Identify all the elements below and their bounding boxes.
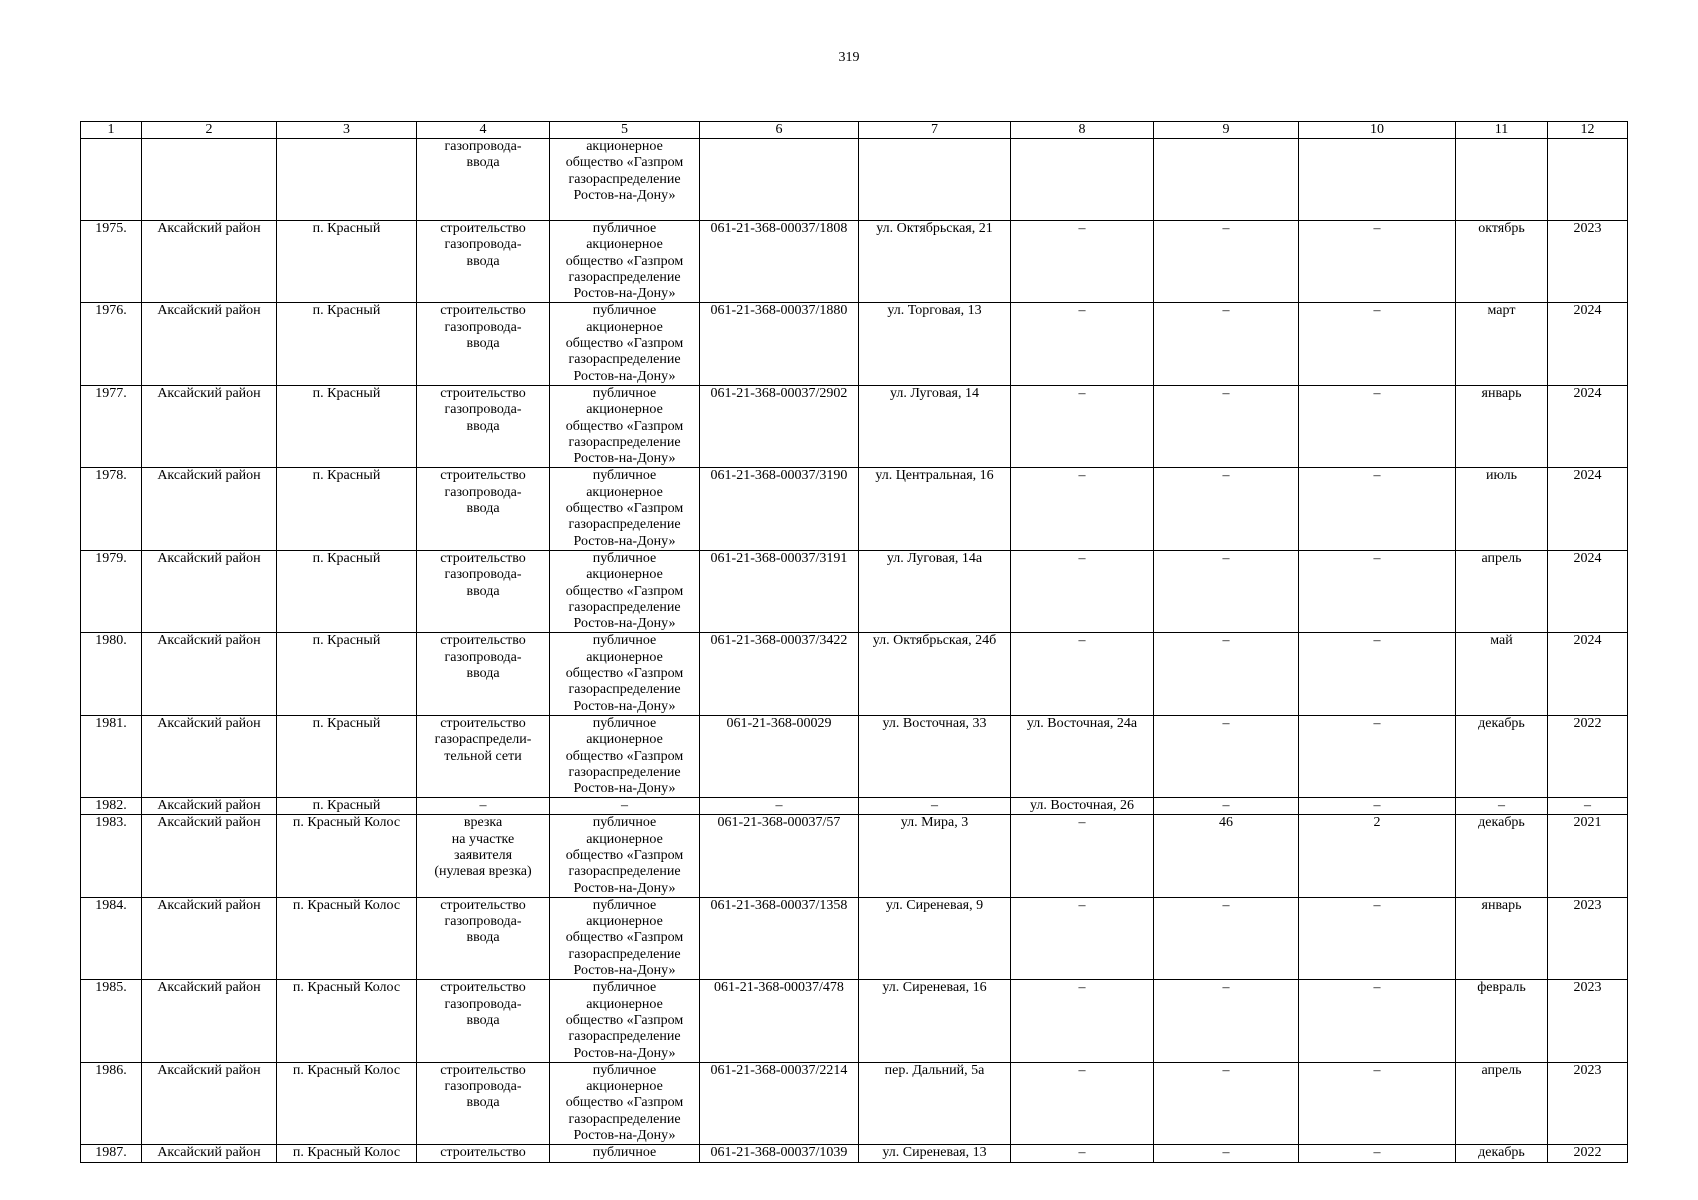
cell-address: ул. Луговая, 14 (859, 385, 1011, 467)
cell-district: Аксайский район (142, 303, 277, 385)
cell-row-number: 1978. (81, 468, 142, 550)
cell-settlement: п. Красный Колос (277, 897, 417, 979)
column-header: 4 (417, 122, 550, 139)
table-row (81, 715, 1628, 797)
cell-row-number: 1987. (81, 1145, 142, 1163)
cell-address: ул. Сиреневая, 16 (859, 980, 1011, 1062)
table-body (81, 122, 1628, 1163)
cell-row-number: 1979. (81, 550, 142, 632)
cell-row-number: 1977. (81, 385, 142, 467)
cell-row-number: 1983. (81, 815, 142, 897)
cell-address: ул. Октябрьская, 24б (859, 633, 1011, 715)
cell-month: январь (1456, 385, 1548, 467)
cell-address-2: – (1011, 468, 1154, 550)
table-row (81, 815, 1628, 897)
cell-work-type: строительство газопровода- ввода (417, 468, 550, 550)
cell-address-2: ул. Восточная, 24а (1011, 715, 1154, 797)
cell-district: Аксайский район (142, 815, 277, 897)
cell-registration-number: 061-21-368-00037/1039 (700, 1145, 859, 1163)
cell-address-2: – (1011, 897, 1154, 979)
cell-year: 2024 (1548, 468, 1628, 550)
cell-registration-number (700, 139, 859, 221)
cell-address: – (859, 798, 1011, 815)
cell-value-9: – (1154, 385, 1299, 467)
cell-settlement: п. Красный Колос (277, 815, 417, 897)
cell-year: 2023 (1548, 980, 1628, 1062)
table-row (81, 980, 1628, 1062)
cell-month: октябрь (1456, 221, 1548, 303)
cell-address: ул. Луговая, 14а (859, 550, 1011, 632)
cell-month: февраль (1456, 980, 1548, 1062)
cell-value-10: – (1299, 1062, 1456, 1144)
cell-address-2 (1011, 139, 1154, 221)
cell-organization: публичное акционерное общество «Газпром газораспределение Ростов-на-Дону» (550, 815, 700, 897)
cell-value-9: – (1154, 798, 1299, 815)
cell-address: ул. Октябрьская, 21 (859, 221, 1011, 303)
cell-year: 2022 (1548, 1145, 1628, 1163)
cell-address: ул. Сиреневая, 13 (859, 1145, 1011, 1163)
cell-month: декабрь (1456, 815, 1548, 897)
table-row (81, 468, 1628, 550)
cell-organization: – (550, 798, 700, 815)
cell-district (142, 139, 277, 221)
cell-year: 2024 (1548, 550, 1628, 632)
cell-month: март (1456, 303, 1548, 385)
column-number-row (81, 122, 1628, 139)
cell-month: – (1456, 798, 1548, 815)
cell-value-9: – (1154, 715, 1299, 797)
cell-value-9: – (1154, 550, 1299, 632)
column-header: 6 (700, 122, 859, 139)
table-row (81, 303, 1628, 385)
column-header: 8 (1011, 122, 1154, 139)
cell-organization: публичное акционерное общество «Газпром газораспределение Ростов-на-Дону» (550, 897, 700, 979)
column-header: 7 (859, 122, 1011, 139)
cell-value-9: 46 (1154, 815, 1299, 897)
cell-value-9: – (1154, 633, 1299, 715)
cell-work-type: – (417, 798, 550, 815)
table-row (81, 1062, 1628, 1144)
cell-month: декабрь (1456, 1145, 1548, 1163)
cell-organization: акционерное общество «Газпром газораспределение Ростов-на-Дону» (550, 139, 700, 221)
cell-organization: публичное акционерное общество «Газпром газораспределение Ростов-на-Дону» (550, 1062, 700, 1144)
cell-year: 2024 (1548, 303, 1628, 385)
cell-registration-number: 061-21-368-00037/2214 (700, 1062, 859, 1144)
cell-value-9: – (1154, 468, 1299, 550)
cell-value-10: – (1299, 798, 1456, 815)
cell-district: Аксайский район (142, 1062, 277, 1144)
cell-registration-number: 061-21-368-00037/1358 (700, 897, 859, 979)
cell-registration-number: 061-21-368-00037/3422 (700, 633, 859, 715)
cell-address: ул. Торговая, 13 (859, 303, 1011, 385)
cell-value-9 (1154, 139, 1299, 221)
cell-address-2: – (1011, 1145, 1154, 1163)
cell-registration-number: 061-21-368-00037/478 (700, 980, 859, 1062)
cell-year: 2024 (1548, 385, 1628, 467)
table-row (81, 897, 1628, 979)
cell-month: декабрь (1456, 715, 1548, 797)
cell-value-9: – (1154, 980, 1299, 1062)
cell-year: 2021 (1548, 815, 1628, 897)
cell-year: 2024 (1548, 633, 1628, 715)
cell-organization: публичное акционерное общество «Газпром газораспределение Ростов-на-Дону» (550, 385, 700, 467)
cell-address: пер. Дальний, 5а (859, 1062, 1011, 1144)
cell-month: май (1456, 633, 1548, 715)
cell-organization: публичное акционерное общество «Газпром газораспределение Ростов-на-Дону» (550, 221, 700, 303)
cell-address: ул. Центральная, 16 (859, 468, 1011, 550)
cell-year: 2023 (1548, 1062, 1628, 1144)
cell-registration-number: 061-21-368-00037/1808 (700, 221, 859, 303)
cell-value-10: – (1299, 385, 1456, 467)
cell-row-number (81, 139, 142, 221)
cell-value-10: – (1299, 303, 1456, 385)
cell-address: ул. Восточная, 33 (859, 715, 1011, 797)
cell-address-2: – (1011, 633, 1154, 715)
cell-year: 2023 (1548, 897, 1628, 979)
column-header: 9 (1154, 122, 1299, 139)
cell-value-10 (1299, 139, 1456, 221)
cell-month: апрель (1456, 1062, 1548, 1144)
column-header: 1 (81, 122, 142, 139)
cell-address-2: – (1011, 1062, 1154, 1144)
table-row (81, 1145, 1628, 1163)
column-header: 12 (1548, 122, 1628, 139)
cell-settlement: п. Красный (277, 221, 417, 303)
cell-settlement: п. Красный Колос (277, 1145, 417, 1163)
cell-year (1548, 139, 1628, 221)
cell-settlement: п. Красный (277, 385, 417, 467)
cell-organization: публичное акционерное общество «Газпром газораспределение Ростов-на-Дону» (550, 715, 700, 797)
cell-district: Аксайский район (142, 633, 277, 715)
cell-row-number: 1984. (81, 897, 142, 979)
cell-district: Аксайский район (142, 715, 277, 797)
cell-value-10: – (1299, 715, 1456, 797)
cell-row-number: 1981. (81, 715, 142, 797)
column-header: 5 (550, 122, 700, 139)
cell-value-10: – (1299, 633, 1456, 715)
cell-settlement: п. Красный Колос (277, 1062, 417, 1144)
cell-settlement: п. Красный Колос (277, 980, 417, 1062)
cell-address-2: – (1011, 221, 1154, 303)
cell-settlement (277, 139, 417, 221)
cell-address-2: ул. Восточная, 26 (1011, 798, 1154, 815)
cell-month: июль (1456, 468, 1548, 550)
cell-year: 2022 (1548, 715, 1628, 797)
cell-settlement: п. Красный (277, 550, 417, 632)
cell-address (859, 139, 1011, 221)
cell-district: Аксайский район (142, 897, 277, 979)
cell-district: Аксайский район (142, 468, 277, 550)
cell-organization: публичное акционерное общество «Газпром газораспределение Ростов-на-Дону» (550, 303, 700, 385)
cell-district: Аксайский район (142, 798, 277, 815)
cell-value-10: – (1299, 1145, 1456, 1163)
cell-work-type: строительство (417, 1145, 550, 1163)
cell-address: ул. Сиреневая, 9 (859, 897, 1011, 979)
cell-settlement: п. Красный (277, 798, 417, 815)
cell-value-10: – (1299, 897, 1456, 979)
cell-work-type: строительство газопровода- ввода (417, 385, 550, 467)
cell-address-2: – (1011, 550, 1154, 632)
cell-district: Аксайский район (142, 1145, 277, 1163)
table-row (81, 798, 1628, 815)
column-header: 11 (1456, 122, 1548, 139)
cell-work-type: строительство газопровода- ввода (417, 303, 550, 385)
cell-row-number: 1976. (81, 303, 142, 385)
cell-row-number: 1975. (81, 221, 142, 303)
cell-address-2: – (1011, 815, 1154, 897)
cell-year: – (1548, 798, 1628, 815)
cell-year: 2023 (1548, 221, 1628, 303)
page-number: 319 (838, 50, 860, 65)
table-row (81, 139, 1628, 221)
cell-district: Аксайский район (142, 221, 277, 303)
cell-settlement: п. Красный (277, 468, 417, 550)
cell-address: ул. Мира, 3 (859, 815, 1011, 897)
cell-registration-number: 061-21-368-00037/57 (700, 815, 859, 897)
cell-row-number: 1986. (81, 1062, 142, 1144)
table-row (81, 550, 1628, 632)
cell-value-10: – (1299, 468, 1456, 550)
cell-settlement: п. Красный (277, 303, 417, 385)
cell-month: апрель (1456, 550, 1548, 632)
cell-month: январь (1456, 897, 1548, 979)
cell-value-10: – (1299, 980, 1456, 1062)
cell-work-type: строительство газораспредели- тельной сети (417, 715, 550, 797)
cell-value-9: – (1154, 303, 1299, 385)
cell-work-type: строительство газопровода- ввода (417, 550, 550, 632)
cell-work-type: врезка на участке заявителя (нулевая врезка) (417, 815, 550, 897)
cell-district: Аксайский район (142, 550, 277, 632)
column-header: 3 (277, 122, 417, 139)
table-row (81, 385, 1628, 467)
cell-row-number: 1982. (81, 798, 142, 815)
cell-row-number: 1985. (81, 980, 142, 1062)
cell-value-9: – (1154, 897, 1299, 979)
cell-value-9: – (1154, 1062, 1299, 1144)
cell-district: Аксайский район (142, 980, 277, 1062)
cell-work-type: строительство газопровода- ввода (417, 633, 550, 715)
cell-row-number: 1980. (81, 633, 142, 715)
cell-value-9: – (1154, 221, 1299, 303)
cell-registration-number: 061-21-368-00037/1880 (700, 303, 859, 385)
cell-work-type: строительство газопровода- ввода (417, 897, 550, 979)
cell-organization: публичное акционерное общество «Газпром газораспределение Ростов-на-Дону» (550, 980, 700, 1062)
cell-value-10: – (1299, 550, 1456, 632)
cell-district: Аксайский район (142, 385, 277, 467)
table-row (81, 221, 1628, 303)
cell-organization: публичное акционерное общество «Газпром газораспределение Ростов-на-Дону» (550, 468, 700, 550)
cell-value-9: – (1154, 1145, 1299, 1163)
cell-registration-number: 061-21-368-00029 (700, 715, 859, 797)
cell-address-2: – (1011, 980, 1154, 1062)
column-header: 2 (142, 122, 277, 139)
cell-work-type: газопровода- ввода (417, 139, 550, 221)
cell-value-10: 2 (1299, 815, 1456, 897)
cell-organization: публичное акционерное общество «Газпром газораспределение Ростов-на-Дону» (550, 550, 700, 632)
cell-address-2: – (1011, 303, 1154, 385)
cell-work-type: строительство газопровода- ввода (417, 1062, 550, 1144)
cell-value-10: – (1299, 221, 1456, 303)
cell-registration-number: – (700, 798, 859, 815)
table-row (81, 633, 1628, 715)
document-table (80, 121, 1628, 1163)
cell-work-type: строительство газопровода- ввода (417, 221, 550, 303)
cell-settlement: п. Красный (277, 633, 417, 715)
cell-month (1456, 139, 1548, 221)
cell-organization: публичное акционерное общество «Газпром газораспределение Ростов-на-Дону» (550, 633, 700, 715)
column-header: 10 (1299, 122, 1456, 139)
cell-settlement: п. Красный (277, 715, 417, 797)
cell-address-2: – (1011, 385, 1154, 467)
cell-registration-number: 061-21-368-00037/3190 (700, 468, 859, 550)
cell-registration-number: 061-21-368-00037/2902 (700, 385, 859, 467)
cell-work-type: строительство газопровода- ввода (417, 980, 550, 1062)
cell-registration-number: 061-21-368-00037/3191 (700, 550, 859, 632)
cell-organization: публичное (550, 1145, 700, 1163)
